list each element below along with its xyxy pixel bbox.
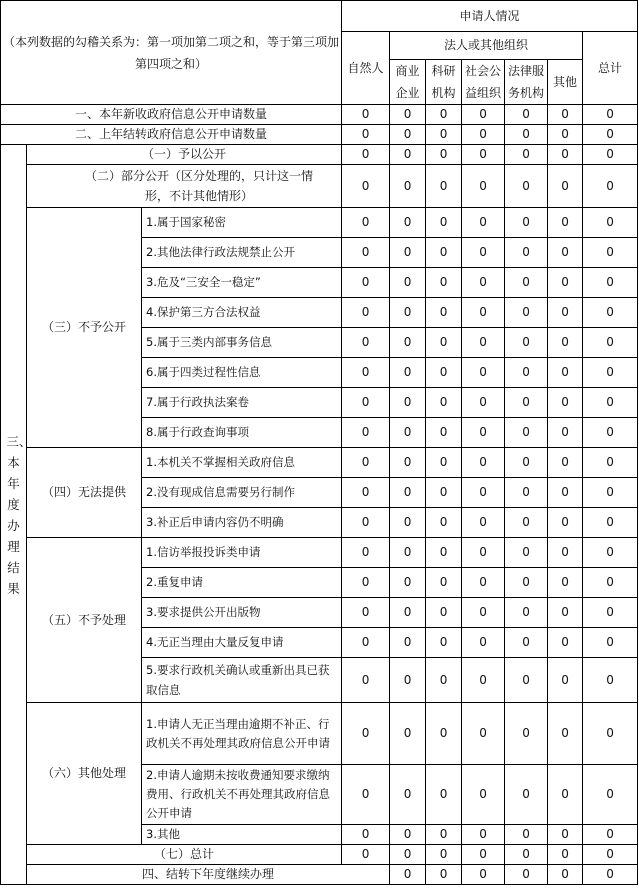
cell-value: 0 — [505, 658, 548, 703]
cell-value: 0 — [505, 208, 548, 238]
cell-value: 0 — [505, 145, 548, 165]
header-other: 其他 — [548, 60, 583, 105]
cell-value: 0 — [462, 825, 505, 845]
row-label: 四、结转下年度继续办理 — [27, 865, 390, 885]
cell-value: 0 — [505, 328, 548, 358]
cell-value: 0 — [505, 388, 548, 418]
item-label: 8.属于行政查询事项 — [142, 418, 342, 448]
cell-value: 0 — [505, 358, 548, 388]
cell-value: 0 — [426, 105, 462, 125]
cell-value: 0 — [505, 165, 548, 208]
cell-value: 0 — [390, 208, 426, 238]
cell-value: 0 — [390, 418, 426, 448]
cell-value: 0 — [505, 538, 548, 568]
cell-value: 0 — [583, 865, 638, 885]
header-total: 总计 — [583, 32, 638, 105]
cell-value: 0 — [342, 508, 390, 538]
cell-value: 0 — [548, 538, 583, 568]
cell-value: 0 — [548, 825, 583, 845]
cell-value: 0 — [342, 358, 390, 388]
cell-value: 0 — [505, 238, 548, 268]
cell-value: 0 — [505, 865, 548, 885]
cell-value: 0 — [583, 598, 638, 628]
cell-value: 0 — [426, 165, 462, 208]
item-label: 2.没有现成信息需要另行制作 — [142, 478, 342, 508]
cell-value: 0 — [426, 268, 462, 298]
cell-value: 0 — [548, 418, 583, 448]
cell-value: 0 — [390, 568, 426, 598]
cell-value: 0 — [342, 145, 390, 165]
cell-value: 0 — [548, 658, 583, 703]
cell-value: 0 — [462, 328, 505, 358]
header-commercial: 商业企业 — [390, 60, 426, 105]
item-label: 5.属于三类内部事务信息 — [142, 328, 342, 358]
header-legal-group: 法人或其他组织 — [390, 32, 583, 60]
cell-value: 0 — [342, 628, 390, 658]
cell-value: 0 — [390, 298, 426, 328]
item-label: 6.属于四类过程性信息 — [142, 358, 342, 388]
cell-value: 0 — [462, 358, 505, 388]
cell-value: 0 — [505, 825, 548, 845]
cell-value: 0 — [462, 388, 505, 418]
cell-value: 0 — [462, 145, 505, 165]
cell-value: 0 — [548, 298, 583, 328]
cell-value: 0 — [426, 238, 462, 268]
item-label: 1.本机关不掌握相关政府信息 — [142, 448, 342, 478]
item-label: 4.无正当理由大量反复申请 — [142, 628, 342, 658]
cell-value: 0 — [548, 508, 583, 538]
cell-value: 0 — [548, 598, 583, 628]
table-row — [1, 208, 638, 238]
cell-value: 0 — [462, 865, 505, 885]
cell-value: 0 — [505, 765, 548, 825]
item-label: 3.补正后申请内容仍不明确 — [142, 508, 342, 538]
cell-value: 0 — [505, 298, 548, 328]
cell-value: 0 — [548, 568, 583, 598]
table-note: （本列数据的勾稽关系为：第一项加第二项之和，等于第三项加第四项之和） — [1, 1, 342, 105]
cell-value: 0 — [426, 568, 462, 598]
cell-value: 0 — [583, 628, 638, 658]
cell-value: 0 — [462, 765, 505, 825]
cell-value: 0 — [505, 568, 548, 598]
table-row — [1, 538, 638, 568]
cell-value: 0 — [342, 125, 390, 145]
cell-value: 0 — [342, 765, 390, 825]
cell-value: 0 — [583, 478, 638, 508]
cell-value: 0 — [426, 298, 462, 328]
cell-value: 0 — [505, 268, 548, 298]
cell-value: 0 — [583, 568, 638, 598]
cell-value: 0 — [390, 765, 426, 825]
cell-value: 0 — [462, 125, 505, 145]
cell-value: 0 — [462, 658, 505, 703]
cell-value: 0 — [583, 125, 638, 145]
cell-value: 0 — [390, 268, 426, 298]
cell-value: 0 — [462, 448, 505, 478]
item-label: 4.保护第三方合法权益 — [142, 298, 342, 328]
cell-value: 0 — [583, 765, 638, 825]
cell-value: 0 — [426, 478, 462, 508]
cell-value: 0 — [548, 238, 583, 268]
cell-value: 0 — [426, 358, 462, 388]
header-applicant-situation: 申请人情况 — [342, 1, 638, 32]
cell-value: 0 — [583, 298, 638, 328]
cell-value: 0 — [462, 478, 505, 508]
cell-value: 0 — [583, 328, 638, 358]
cell-value: 0 — [462, 508, 505, 538]
cell-value: 0 — [583, 208, 638, 238]
cell-value: 0 — [583, 658, 638, 703]
cell-value: 0 — [342, 268, 390, 298]
table-row — [1, 865, 638, 885]
cell-value: 0 — [505, 845, 548, 865]
cell-value: 0 — [583, 845, 638, 865]
cell-value: 0 — [426, 448, 462, 478]
group-label: （四）无法提供 — [27, 448, 142, 538]
cell-value: 0 — [426, 865, 462, 885]
cell-value: 0 — [342, 568, 390, 598]
cell-value: 0 — [390, 478, 426, 508]
cell-value: 0 — [462, 298, 505, 328]
cell-value: 0 — [505, 478, 548, 508]
row-label: （一）予以公开 — [27, 145, 342, 165]
cell-value: 0 — [505, 125, 548, 145]
cell-value: 0 — [342, 105, 390, 125]
cell-value: 0 — [426, 658, 462, 703]
cell-value: 0 — [583, 538, 638, 568]
cell-value: 0 — [390, 703, 426, 765]
cell-value: 0 — [390, 238, 426, 268]
cell-value: 0 — [462, 268, 505, 298]
cell-value: 0 — [462, 418, 505, 448]
cell-value: 0 — [426, 765, 462, 825]
row-label: 二、上年结转政府信息公开申请数量 — [1, 125, 342, 145]
cell-value: 0 — [548, 388, 583, 418]
item-label: 1.属于国家秘密 — [142, 208, 342, 238]
cell-value: 0 — [462, 568, 505, 598]
cell-value: 0 — [462, 538, 505, 568]
cell-value: 0 — [505, 418, 548, 448]
cell-value: 0 — [390, 328, 426, 358]
cell-value: 0 — [548, 268, 583, 298]
table-row — [1, 105, 638, 125]
cell-value: 0 — [583, 825, 638, 845]
cell-value: 0 — [342, 418, 390, 448]
header-legal-service: 法律服务机构 — [505, 60, 548, 105]
item-label: 2.重复申请 — [142, 568, 342, 598]
cell-value: 0 — [548, 358, 583, 388]
cell-value: 0 — [390, 145, 426, 165]
cell-value: 0 — [583, 508, 638, 538]
cell-value: 0 — [548, 478, 583, 508]
section-3-vertical-text: 三、本年度办理结果 — [6, 433, 32, 596]
item-label: 2.申请人逾期未按收费通知要求缴纳费用、行政机关不再处理其政府信息公开申请 — [142, 765, 342, 825]
cell-value: 0 — [390, 388, 426, 418]
table-row — [1, 448, 638, 478]
cell-value: 0 — [583, 105, 638, 125]
table-row — [1, 165, 638, 208]
cell-value: 0 — [390, 628, 426, 658]
table-row — [1, 703, 638, 765]
group-label: （六）其他处理 — [27, 703, 142, 845]
cell-value: 0 — [342, 658, 390, 703]
table-row — [1, 125, 638, 145]
section-3-label — [1, 145, 32, 885]
cell-value: 0 — [342, 598, 390, 628]
cell-value: 0 — [342, 825, 390, 845]
cell-value: 0 — [390, 825, 426, 845]
cell-value: 0 — [583, 388, 638, 418]
cell-value: 0 — [426, 538, 462, 568]
cell-value: 0 — [390, 105, 426, 125]
cell-value: 0 — [462, 628, 505, 658]
cell-value: 0 — [462, 703, 505, 765]
cell-value: 0 — [548, 328, 583, 358]
cell-value: 0 — [342, 238, 390, 268]
cell-value: 0 — [462, 105, 505, 125]
cell-value: 0 — [342, 538, 390, 568]
cell-value: 0 — [426, 125, 462, 145]
cell-value: 0 — [426, 598, 462, 628]
cell-value: 0 — [426, 328, 462, 358]
header-public-welfare: 社会公益组织 — [462, 60, 505, 105]
cell-value: 0 — [390, 598, 426, 628]
cell-value: 0 — [342, 328, 390, 358]
item-label: 3.危及“三安全一稳定” — [142, 268, 342, 298]
cell-value: 0 — [548, 628, 583, 658]
cell-value: 0 — [426, 418, 462, 448]
cell-value: 0 — [583, 448, 638, 478]
cell-value: 0 — [583, 703, 638, 765]
cell-value: 0 — [426, 703, 462, 765]
cell-value: 0 — [342, 298, 390, 328]
cell-value: 0 — [548, 208, 583, 238]
cell-value: 0 — [390, 845, 426, 865]
cell-value: 0 — [462, 598, 505, 628]
cell-value: 0 — [462, 208, 505, 238]
cell-value: 0 — [583, 145, 638, 165]
cell-value: 0 — [583, 418, 638, 448]
cell-value: 0 — [342, 478, 390, 508]
item-label: 1.申请人无正当理由逾期不补正、行政机关不再处理其政府信息公开申请 — [142, 703, 342, 765]
cell-value: 0 — [462, 238, 505, 268]
row-label: （二）部分公开（区分处理的，只计这一情形，不计其他情形） — [27, 165, 342, 208]
item-label: 2.其他法律行政法规禁止公开 — [142, 238, 342, 268]
cell-value: 0 — [390, 508, 426, 538]
cell-value: 0 — [548, 765, 583, 825]
cell-value: 0 — [583, 238, 638, 268]
item-label: 1.信访举报投诉类申请 — [142, 538, 342, 568]
cell-value: 0 — [390, 865, 426, 885]
cell-value: 0 — [390, 165, 426, 208]
cell-value: 0 — [426, 825, 462, 845]
header-natural-person: 自然人 — [342, 32, 390, 105]
item-label: 3.要求提供公开出版物 — [142, 598, 342, 628]
cell-value: 0 — [426, 388, 462, 418]
cell-value: 0 — [390, 125, 426, 145]
table-row — [1, 145, 638, 165]
cell-value: 0 — [548, 703, 583, 765]
row-label: （七）总计 — [27, 845, 342, 865]
cell-value: 0 — [426, 845, 462, 865]
cell-value: 0 — [505, 703, 548, 765]
cell-value: 0 — [505, 598, 548, 628]
cell-value: 0 — [342, 208, 390, 238]
cell-value: 0 — [548, 845, 583, 865]
cell-value: 0 — [548, 145, 583, 165]
item-label: 5.要求行政机关确认或重新出具已获取信息 — [142, 658, 342, 703]
row-label: 一、本年新收政府信息公开申请数量 — [1, 105, 342, 125]
cell-value: 0 — [426, 508, 462, 538]
cell-value: 0 — [342, 165, 390, 208]
item-label: 3.其他 — [142, 825, 342, 845]
cell-value: 0 — [583, 268, 638, 298]
cell-value: 0 — [342, 703, 390, 765]
cell-value: 0 — [462, 165, 505, 208]
cell-value: 0 — [583, 165, 638, 208]
cell-value: 0 — [342, 388, 390, 418]
cell-value: 0 — [426, 208, 462, 238]
cell-value: 0 — [505, 105, 548, 125]
group-label: （三）不予公开 — [27, 208, 142, 448]
cell-value: 0 — [548, 125, 583, 145]
cell-value: 0 — [505, 628, 548, 658]
cell-value: 0 — [583, 358, 638, 388]
cell-value: 0 — [426, 145, 462, 165]
cell-value: 0 — [390, 358, 426, 388]
header-research: 科研机构 — [426, 60, 462, 105]
item-label: 7.属于行政执法案卷 — [142, 388, 342, 418]
cell-value: 0 — [390, 538, 426, 568]
cell-value: 0 — [462, 845, 505, 865]
cell-value: 0 — [548, 865, 583, 885]
cell-value: 0 — [390, 448, 426, 478]
group-label: （五）不予处理 — [27, 538, 142, 703]
cell-value: 0 — [505, 508, 548, 538]
table-row — [1, 845, 638, 865]
cell-value: 0 — [390, 658, 426, 703]
cell-value: 0 — [548, 448, 583, 478]
cell-value: 0 — [548, 105, 583, 125]
cell-value: 0 — [505, 448, 548, 478]
cell-value: 0 — [426, 628, 462, 658]
cell-value: 0 — [342, 448, 390, 478]
cell-value: 0 — [548, 165, 583, 208]
cell-value: 0 — [342, 845, 390, 865]
